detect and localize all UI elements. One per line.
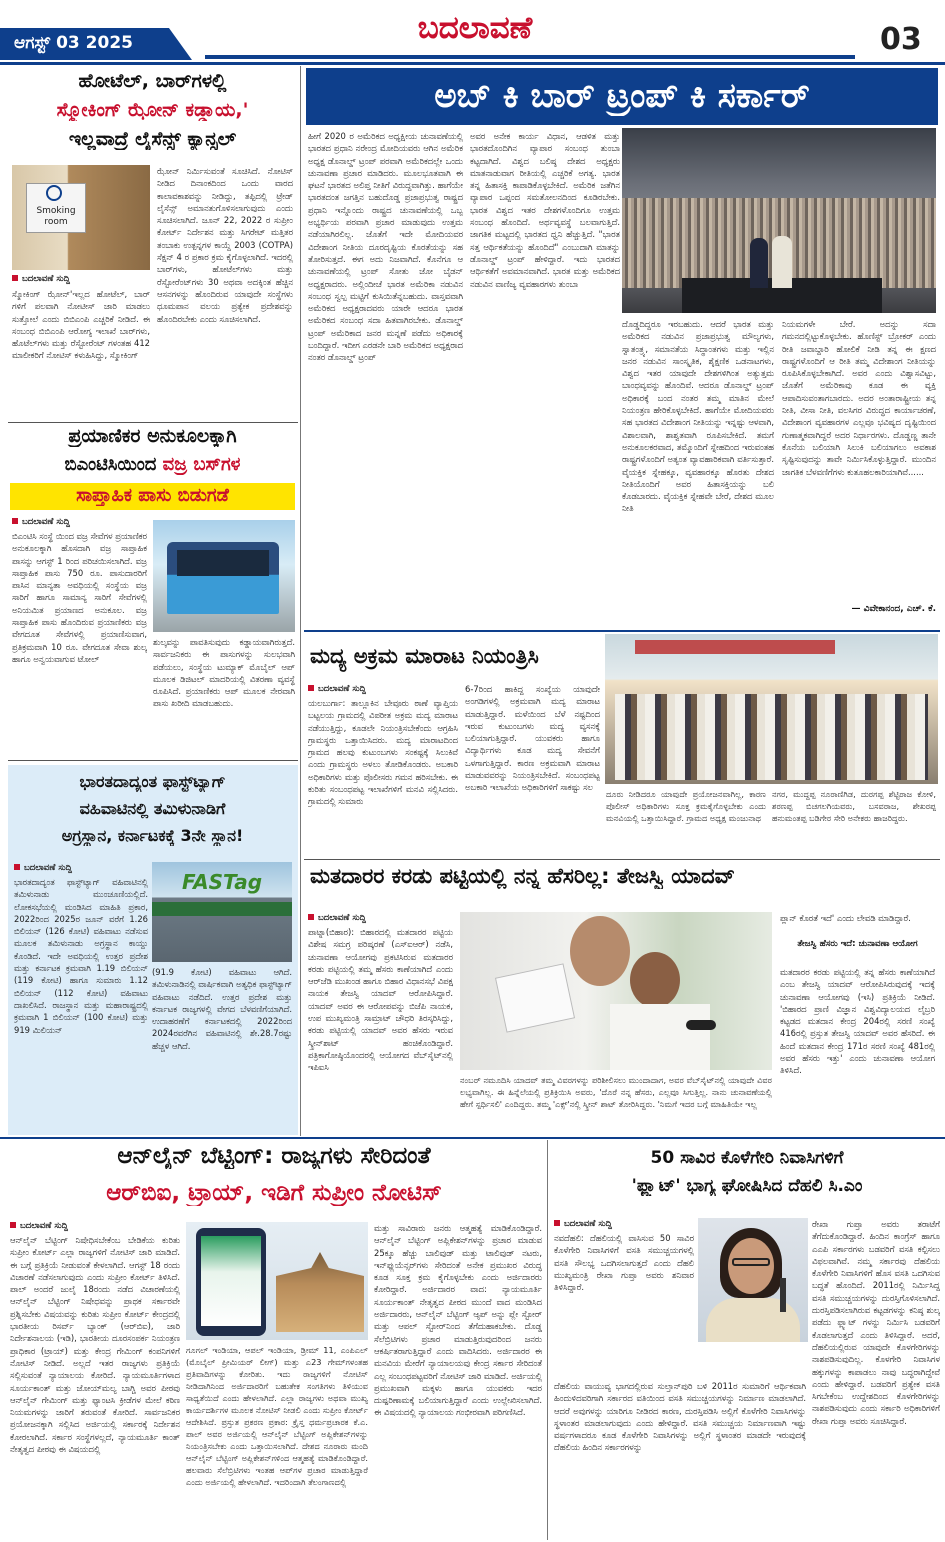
s5-bottom-rule [304, 859, 940, 860]
s7-col1: ಆನ್‌ಲೈನ್ ಬೆಟ್ಟಿಂಗ್ ನಿಷೇಧಿಸಬೇಕೆಂಬ ಬೇಡಿಕೆಯ ಕುರಿತು ಸುಪ್ರೀಂ ಕೋರ್ಟ್ ಎಲ್ಲಾ ರಾಜ್ಯಗಳಿಗೆ ನೋಟಿಸ್ ಜಾರಿ ಮಾಡಿದೆ. ಈ ಬಗ್ಗೆ ಪ್ರತಿಕ್ರಿಯೆ ನೀಡುವಂತೆ ಕೇಳಲಾಗಿದೆ. ಆಗಸ್ಟ್ 18 ರಂದು ವಿಚಾರಣೆ ನಡೆಸಲಾಗುವುದು ಎಂದು ಸುಪ್ರೀಂ ಕೋರ್ಟ್ ತಿಳಿಸಿದೆ. ಪಾಲ್ ಅಂದರೆ ಜುಲೈ 18ರಂದು ನಡೆದ ವಿಚಾರಣೆಯಲ್ಲಿ ಆನ್‌ಲೈನ್ ಬೆಟ್ಟಿಂಗ್ ನಿಷೇಧವನ್ನು ಪ್ರಾಥಕ ಸರ್ಕಾರವೇ ಪ್ರಶ್ನಿಸಬೇಕು ವಿಷಯವನ್ನು ಕುರಿತು ಸುಪ್ರೀಂ ಕೋರ್ಟ್ ಕೇಂದ್ರದಲ್ಲಿ ಭಾರತೀಯ ರಿಸರ್ವ್ ಬ್ಯಾಂಕ್ (ಆರ್‌ಬಿಐ), ಜಾರಿ ನಿರ್ದೇಶನಾಲಯ (ಇಡಿ), ಭಾರತೀಯ ದೂರಸಂಪರ್ಕ ನಿಯಂತ್ರಣ ಪ್ರಾಧಿಕಾರ (ಟ್ರಾಯ್) ಮತ್ತು ಕೇಂದ್ರ ಗೇಮಿಂಗ್ ಕಂಪನಿಗಳಿಗೆ ನೋಟಿಸ್ ನೀಡಿದೆ. ಅಲ್ಲದೆ ಇತರ ರಾಜ್ಯಗಳು ಪ್ರತಿಕ್ರಿಯೆ ಸಲ್ಲಿಸುವಂತೆ ನ್ಯಾಯಾಲಯ ಕೋರಿದೆ. ನ್ಯಾಯಮೂರ್ತಿಗಳಾದ ಸೂರ್ಯಕಾಂತ್ ಮತ್ತು ಜೋಯ್‌ಮಲ್ಯ ಬಾಗ್ಚಿ ಅವರ ಪೀಠವು ಆನ್‌ಲೈನ್ ಗೇಮಿಂಗ್ ಮತ್ತು ಫ್ಯಾಂಟಸಿ ಕ್ರೀಡೆಗಳ ಮೇಲೆ ಕಠಿಣ ನಿಯಮಗಳನ್ನು ಜಾರಿಗೆ ತರುವಂತೆ ಕೋರಿದೆ. ಸಾರ್ವಜನಿಕರ ಪ್ರಯೋಜನಕ್ಕಾಗಿ ಸಲ್ಲಿಸಿದ ಅರ್ಜಿಯಲ್ಲಿ ಸರ್ಕಾರಕ್ಕೆ ನಿರ್ದೇಶನ ಕೋರಲಾಗಿದೆ. ಸರ್ಕಾರ ಸಂಸ್ಥೆಗಳಲ್ಲದೆ, ನ್ಯಾಯಮೂರ್ತಿ ಕಾಂತ್ ನೇತೃತ್ವದ ಪೀಠವು ಈ ವಿಷಯದಲ್ಲಿ [10, 1235, 180, 1455]
s1-byline: ಬದಲಾವಣೆ ಸುದ್ದಿ [12, 273, 150, 285]
s4-author: — ವಿವೇಕಾನಂದ, ಎಚ್. ಕೆ. [851, 604, 936, 614]
s4-col2: ಅವರ ಅನೇಕ ಕಾರ್ಯ ವಿಧಾನ, ಆಡಳಿತ ಮತ್ತು ಭಾರತದೊಂದಿಗಿನ ವ್ಯಾಪಾರ ಸಂಬಂಧ ತುಂಬಾ ಕಟ್ಟದಾಗಿದೆ. ವಿಶ್ವದ ಬಲಿಷ್ಠ ದೇಶದ ಅಧ್ಯಕ್ಷರು ಮಾತನಾಡುವಾಗ ರೀತಿಯಲ್ಲಿ ಎಚ್ಚರಿಕೆ ಅಗತ್ಯ. ಭಾರತ ತನ್ನ ಹಿತಾಸಕ್ತಿ ಕಾಪಾಡಿಕೊಳ್ಳಬೇಕಿದೆ. ಅಮೆರಿಕ ಜತೆಗಿನ ವ್ಯಾಪಾರ ಒಪ್ಪಂದ ಸಮತೋಲನದಿಂದ ಕೂಡಿರಬೇಕು. ಭಾರತ ವಿಶ್ವದ ಇತರ ದೇಶಗಳೊಂದಿಗೂ ಉತ್ತಮ ಸಂಬಂಧ ಹೊಂದಿದೆ. ಅರ್ಥವ್ಯವಸ್ಥೆ ಬಲವಾಗುತ್ತಿದೆ. ಜಾಗತಿಕ ಮಟ್ಟದಲ್ಲಿ ಭಾರತದ ಧ್ವನಿ ಹೆಚ್ಚುತ್ತಿದೆ. "ಭಾರತ ಸತ್ತ ಆರ್ಥಿಕತೆಯನ್ನು ಹೊಂದಿದೆ" ಎಂಬುದಾಗಿ ಮಾತನ್ನು ಡೊನಾಲ್ಡ್ ಟ್ರಂಪ್ ಹೇಳಿದ್ದಾರೆ. ಇದು ಭಾರತದ ಆರ್ಥಿಕತೆಗೆ ಅವಮಾನವಾಗಿದೆ. ಭಾರತ ಮತ್ತು ಅಮೆರಿಕದ ನಡುವಿನ ವಾಣಿಜ್ಯ ವ್ಯವಹಾರಗಳು ತುಂಬಾ [470, 131, 620, 289]
s2-byline: ಬದಲಾವಣೆ ಸುದ್ದಿ [12, 516, 147, 528]
s8-headline-1: 50 ಸಾವಿರ ಕೊಳೆಗೇರಿ ನಿವಾಸಿಗಳಿಗೆ [650, 1148, 844, 1168]
bmtc-bus-photo [153, 520, 295, 632]
s5-col2: 6-7ರಿಂದ ಹಾಕಿದ್ದ ಸಂಖ್ಯೆಯ ಯಾವುದೇ ಅಂಗಡಿಗಳಲ್ಲಿ ಅಕ್ರಮವಾಗಿ ಮದ್ಯ ಮಾರಾಟ ಮಾಡುತ್ತಿದ್ದಾರೆ. ಮಳೆಯಿಂದ ಬೆಳೆ ನಷ್ಟದಿಂದ ಇರುವ ಕುಟುಂಬಗಳು ಮದ್ಯ ವ್ಯಸನಕ್ಕೆ ಬಲಿಯಾಗುತ್ತಿದ್ದಾರೆ. ಯುವಕರು ಹಾಗೂ ವಿದ್ಯಾರ್ಥಿಗಳು ಕೂಡ ಮದ್ಯ ಸೇವನೆಗೆ ಒಳಗಾಗುತ್ತಿದ್ದಾರೆ. ಕಾರಣ ಅಕ್ರಮವಾಗಿ ಮಾರಾಟ ಮಾಡುವವರನ್ನು ನಿಯಂತ್ರಿಸಬೇಕಿದೆ. ಸಂಬಂಧಪಟ್ಟ ಅಬಕಾರಿ ಇಲಾಖೆಯ ಅಧಿಕಾರಿಗಳಿಗೆ ಸಾಕಷ್ಟು ಸಲ [465, 684, 600, 793]
fastag-photo [152, 862, 292, 962]
no-smoking-icon [46, 185, 62, 201]
building-sign [635, 640, 835, 654]
smoking-room-photo [12, 165, 150, 270]
tejashwi-photo [460, 912, 772, 1070]
bottom-column-divider [547, 1140, 548, 1540]
rekha-gupta-photo [698, 1218, 808, 1342]
s7-col3: ಮತ್ತು ಸಾವಿರಾರು ಜನರು ಆತ್ಮಹತ್ಯೆ ಮಾಡಿಕೊಂಡಿದ್ದಾರೆ. ಆನ್‌ಲೈನ್ ಬೆಟ್ಟಿಂಗ್ ಅಪ್ಲಿಕೇಶನ್‌ಗಳನ್ನು ಪ್ರಚಾರ ಮಾಡುವ 25ಕ್ಕೂ ಹೆಚ್ಚು ಬಾಲಿವುಡ್ ಮತ್ತು ಟಾಲಿವುಡ್ ನಟರು, ಇನ್‌ಫ್ಲುಯೆನ್ಸರ್‌ಗಳು ಸೇರಿದಂತೆ ಅನೇಕ ಪ್ರಮುಖರ ವಿರುದ್ಧ ಕೂಡ ಸೂಕ್ತ ಕ್ರಮ ಕೈಗೊಳ್ಳಬೇಕು ಎಂದು ಅರ್ಜಿದಾರರು ಕೋರಿದ್ದಾರೆ. ಅರ್ಜಿದಾರರ ವಾದ: ನ್ಯಾಯಮೂರ್ತಿ ಸೂರ್ಯಕಾಂತ್ ನೇತೃತ್ವದ ಪೀಠದ ಮುಂದೆ ವಾದ ಮಂಡಿಸಿದ ಅರ್ಜಿದಾರರು, ಆನ್‌ಲೈನ್ ಬೆಟ್ಟಿಂಗ್ ಆ್ಯಪ್ ಅನ್ನು ಪ್ಲೇ ಸ್ಟೋರ್ ಮತ್ತು ಆಪಲ್ ಸ್ಟೋರ್‌ನಿಂದ ತೆಗೆದುಹಾಕಬೇಕು. ದೊಡ್ಡ ಸೆಲೆಬ್ರಿಟಿಗಳು ಪ್ರಚಾರ ಮಾಡುತ್ತಿರುವುದರಿಂದ ಜನರು ಆಕರ್ಷಿತರಾಗುತ್ತಿದ್ದಾರೆ ಎಂದು ವಾದಿಸಿದರು. ಅರ್ಜಿದಾರರ ಈ ಮನವಿಯ ಮೇರೆಗೆ ನ್ಯಾಯಾಲಯವು ಕೇಂದ್ರ ಸರ್ಕಾರ ಸೇರಿದಂತೆ ಎಲ್ಲ ಸಂಬಂಧಪಟ್ಟವರಿಗೆ ನೋಟಿಸ್ ಜಾರಿ ಮಾಡಿದೆ. ಅರ್ಜಿಯಲ್ಲಿ ಪ್ರಮುಖವಾಗಿ ಮಕ್ಕಳು ಹಾಗೂ ಯುವಕರು ಇದರ ದುಷ್ಪರಿಣಾಮಕ್ಕೆ ಬಲಿಯಾಗುತ್ತಿದ್ದಾರೆ ಎಂದು ಉಲ್ಲೇಖಿಸಲಾಗಿದೆ. ಈ ವಿಷಯದಲ್ಲಿ ನ್ಯಾಯಾಲಯ ಗಂಭೀರವಾಗಿ ಪರಿಗಣಿಸಿದೆ. [374, 1223, 542, 1418]
s6-col1: ಪಾಟ್ನಾ(ಬಿಹಾರ): ಬಿಹಾರದಲ್ಲಿ ಮತದಾರರ ಪಟ್ಟಿಯ ವಿಶೇಷ ಸಮಗ್ರ ಪರಿಷ್ಕರಣೆ (ಎಸ್‌ಐಆರ್) ನಡೆಸಿ, ಚುನಾವಣಾ ಆಯೋಗವು ಪ್ರಕಟಿಸಿರುವ ಮತದಾರರ ಕರಡು ಪಟ್ಟಿಯಲ್ಲಿ ತಮ್ಮ ಹೆಸರು ಕಾಣೆಯಾಗಿದೆ ಎಂದು ಆರ್‌ಜೆಡಿ ಮುಖಂಡ ಹಾಗೂ ಬಿಹಾರ ವಿಧಾನಸಭೆ ವಿಪಕ್ಷ ನಾಯಕ ತೇಜಸ್ವಿ ಯಾದವ್ ಆರೋಪಿಸಿದ್ದಾರೆ. ಯಾದವ್ ಅವರ ಈ ಆರೋಪವನ್ನು ಬಿಜೆಪಿ ನಾಯಕ, ಉಪ ಮುಖ್ಯಮಂತ್ರಿ ಸಾಮ್ರಾಟ್ ಚೌಧರಿ ತಿರಸ್ಕರಿಸಿದ್ದು, ಕರಡು ಪಟ್ಟಿಯಲ್ಲಿ ಯಾದವ್ ಅವರ ಹೆಸರು ಇರುವ ಸ್ಕ್ರೀನ್‌ಶಾಟ್ ಹಂಚಿಕೊಂಡಿದ್ದಾರೆ. ಪತ್ರಿಕಾಗೋಷ್ಠಿಯೊಂದರಲ್ಲಿ ಆಯೋಗದ ವೆಬ್‌ಸೈಟ್‌ನಲ್ಲಿ ಇಪಿಐಸಿ [308, 927, 453, 1073]
supreme-court-building [276, 1252, 364, 1332]
s3-body-left: ಭಾರತದಾದ್ಯಂತ ಫಾಸ್ಟ್‌ಟ್ಯಾಗ್ ವಹಿವಾಟಿನಲ್ಲಿ ತಮಿಳುನಾಡು ಮುಂಚೂಣಿಯಲ್ಲಿದೆ. ಲೋಕಸಭೆಯಲ್ಲಿ ಮಂಡಿಸಿದ ಮಾಹಿತಿ ಪ್ರಕಾರ, 2022ರಿಂದ 2025ರ ಜೂನ್ ವರೆಗೆ 1.26 ಬಿಲಿಯನ್ (126 ಕೋಟಿ) ವಹಿವಾಟು ನಡೆಸುವ ಮೂಲಕ ತಮಿಳುನಾಡು ಅಗ್ರಸ್ಥಾನ ಕಾಯ್ದು ಕೊಂಡಿದೆ. ಇದೇ ಅವಧಿಯಲ್ಲಿ ಉತ್ತರ ಪ್ರದೇಶ ಮತ್ತು ಕರ್ನಾಟಕ ಕ್ರಮವಾಗಿ 1.19 ಬಿಲಿಯನ್ (119 ಕೋಟಿ) ಹಾಗೂ ಸುಮಾರು 1.12 ಬಿಲಿಯನ್ (112 ಕೋಟಿ) ವಹಿವಾಟು ದಾಖಲಿಸಿದೆ. ರಾಜಸ್ಥಾನ ಮತ್ತು ಮಹಾರಾಷ್ಟ್ರದಲ್ಲಿ ಕ್ರಮವಾಗಿ 1 ಬಿಲಿಯನ್ (100 ಕೋಟಿ) ಮತ್ತು 919 ಮಿಲಿಯನ್ [14, 877, 148, 1035]
s1-bottom-rule [8, 422, 298, 423]
s3-headline-3: ಅಗ್ರಸ್ಥಾನ, ಕರ್ನಾಟಕಕ್ಕೆ 3ನೇ ಸ್ಥಾನ! [61, 826, 244, 845]
date-text: ಆಗಸ್ಟ್ 03 2025 [14, 33, 133, 53]
smoking-sign: Smoking room [26, 183, 86, 233]
trump-modi-rally-photo [622, 128, 936, 313]
s7-headline-1: ಆನ್‌ಲೈನ್ ಬೆಟ್ಟಿಂಗ್: ರಾಜ್ಯಗಳು ಸೇರಿದಂತೆ [117, 1143, 431, 1169]
s5-col1: ಯಲಬುರ್ಗಾ: ತಾಲ್ಲೂಕಿನ ಬೇವೂರು ಠಾಣೆ ವ್ಯಾಪ್ತಿಯ ಬಟ್ಟಲಯ ಗ್ರಾಮದಲ್ಲಿ ವಿಪರೀತ ಅಕ್ರಮ ಮದ್ಯ ಮಾರಾಟ ನಡೆಯುತ್ತಿದ್ದು, ಕೂಡಲೇ ನಿಯಂತ್ರಿಸಬೇಕೆಂದು ಆಗ್ರಹಿಸಿ ಗ್ರಾಮಸ್ಥರು ಒತ್ತಾಯಿಸಿದರು. ಮದ್ಯ ಮಾರಾಟದಿಂದ ಗ್ರಾಮದ ಹಲವು ಕುಟುಂಬಗಳು ಸಂಕಷ್ಟಕ್ಕೆ ಸಿಲುಕಿವೆ ಎಂದು ಗ್ರಾಮಸ್ಥರು ಅಳಲು ತೋಡಿಕೊಂಡರು. ಅಬಕಾರಿ ಅಧಿಕಾರಿಗಳು ಮತ್ತು ಪೊಲೀಸರು ಗಮನ ಹರಿಸಬೇಕು. ಈ ಕುರಿತು ಸಂಬಂಧಪಟ್ಟ ಇಲಾಖೆಗಳಿಗೆ ಮನವಿ ಸಲ್ಲಿಸಿದರು. ಗ್ರಾಮದಲ್ಲಿ ಸುಮಾರು [308, 698, 458, 807]
s4-bottom-rule [304, 630, 940, 632]
left-column-divider [300, 66, 301, 1136]
page-number: 03 [880, 22, 922, 57]
glasses [732, 1258, 770, 1266]
s3-byline: ಬದಲಾವಣೆ ಸುದ್ದಿ [14, 862, 144, 874]
speaker-head [630, 952, 680, 1008]
s2-headline-1: ಪ್ರಯಾಣಿಕರ ಅನುಕೂಲಕ್ಕಾಗಿ [68, 425, 237, 447]
s1-body-left: ಸ್ಮೋಕಿಂಗ್ ಝೋನ್'ಇಲ್ಲದ ಹೋಟೆಲ್, ಬಾರ್ ಗಳಿಗೆ ಪಲವಾಗಿ ನೋಟೀಸ್ ಜಾರಿ ಮಾಡಲು ಸುತ್ತೋಲೆ ಎಂದು ಬಿಬಿಎಂಪಿ ಎಚ್ಚರಿಕೆ ನೀಡಿದೆ. ಈ ಸಂಬಂಧ ಬಿಬಿಎಂಪಿ ಆರೋಗ್ಯ ಇಲಾಖೆ ಬಾರ್‌ಗಳು, ಹೊಟೆಲ್‌ಗಳು ಮತ್ತು ರೆಸ್ಟೋರೆಂಟ್ ಗಳಂತಹ 412 ಮಾಲೀಕರಿಗೆ ನೋಟಿಸ್ ಕಳುಹಿಸಿದ್ದು, ಸ್ಮೋಕಿಂಗ್ [12, 289, 150, 361]
s5-byline: ಬದಲಾವಣೆ ಸುದ್ದಿ [308, 683, 458, 695]
s6-right-top: ಪ್ಲಾನ್ ಕೊರತೆ ಇದೆ' ಎಂದು ಲೇವಡಿ ಮಾಡಿದ್ದಾರೆ. [780, 913, 911, 923]
s4-col1: ಹೀಗೆ 2020 ರ ಅಮೆರಿಕದ ಅಧ್ಯಕ್ಷೀಯ ಚುನಾವಣೆಯಲ್ಲಿ ಭಾರತದ ಪ್ರಧಾನಿ ನರೇಂದ್ರ ಮೋದಿಯವರು ಆಗಿನ ಅಮೆರಿಕ ಅಧ್ಯಕ್ಷ ಡೊನಾಲ್ಡ್ ಟ್ರಂಪ್ ಪರವಾಗಿ ಅಮೆರಿಕದಲ್ಲೇ ಒಂದು ಚುನಾವಣಾ ಪ್ರಚಾರ ಮಾಡಿದರು. ಮೂಲಭೂತವಾಗಿ ಈ ಘಟನೆ ಭಾರತದ ಅಲಿಪ್ತ ನೀತಿಗೆ ವಿರುದ್ದವಾಗಿತ್ತು. ಹಾಗೆಯೇ ಭಾರತದಂತ ಜಗತ್ತಿನ ಬಹುದೊಡ್ಡ ಪ್ರಜಾಪ್ರಭುತ್ವ ರಾಷ್ಟ್ರದ ಪ್ರಧಾನಿ ಇನ್ನೊಂದು ರಾಷ್ಟ್ರದ ಚುನಾವಣೆಯಲ್ಲಿ ಒಬ್ಬ ಅಭ್ಯರ್ಥಿಯ ಪರವಾಗಿ ಪ್ರಚಾರ ಮಾಡುವುದು ಉತ್ತಮ ನಡೆಯಾಗಿರಲಿಲ್ಲ. ಜೊತೆಗೆ ಇದೇ ಮೋದಿಯವರ ವಿದೇಶಾಂಗ ನೀತಿಯ ದೂರದೃಷ್ಟಿಯ ಕೊರತೆಯನ್ನು ಸಹ ತೋರಿಸುತ್ತದೆ. ಈಗ ಅದು ನಿಜವಾಗಿದೆ. ಕೊನೆಗೂ ಆ ಚುನಾವಣೆಯಲ್ಲಿ ಟ್ರಂಪ್ ಸೋತು ಜೋ ಬೈಡನ್ ಅಧ್ಯಕ್ಷರಾದರು. ಅಲ್ಲಿಂದೀಚೆ ಭಾರತ ಅಮೆರಿಕಾ ನಡುವಿನ ಸಂಬಂಧ ಸ್ವಲ್ಪ ಮಟ್ಟಿಗೆ ಕುಸಿಯಿತೆನ್ನಬಹುದು. ವಾಸ್ತವವಾಗಿ ಅಮೆರಿಕದ ಅಧ್ಯಕ್ಷರಾದವರು ಯಾರೇ ಆದರೂ ಭಾರತ ಅಮೆರಿಕದ ಸಂಬಂಧ ಸದಾ ಹಿತವಾಗಿರಬೇಕು. ಡೊನಾಲ್ಡ್ ಟ್ರಂಪ್ ಅಮೆರಿಕಾದ ಜನರ ಮನ್ನಣೆ ಪಡೆದು ಅಧಿಕಾರಕ್ಕೆ ಬಂದಿದ್ದಾರೆ. ಇದೀಗ ಎರಡನೇ ಬಾರಿ ಅಮೆರಿಕದ ಅಧ್ಯಕ್ಷರಾದ ನಂತರ ಡೊನಾಲ್ಡ್ ಟ್ರಂಪ್ [308, 131, 463, 363]
speaker-figure-1 [750, 238, 768, 288]
bus-windshield [177, 550, 269, 576]
s5-caption-1: ದೂರು ನೀಡಿದರೂ ಯಾವುದೇ ಪ್ರಯೋಜನವಾಗಿಲ್ಲ, ಕಾರಣ ಪೊಲೀಸ್ ಅಧಿಕಾರಿಗಳು ಸೂಕ್ತ ಕ್ರಮಕೈಗೊಳ್ಳಬೇಕು ಎಂದು ಮನವಿಯಲ್ಲಿ ಒತ್ತಾಯಿಸಿದ್ದಾರೆ. ಗ್ರಾಮದ ಅಧ್ಯಕ್ಷ ಮಂಜುನಾಥ [606, 789, 766, 823]
betting-app-photo [186, 1222, 368, 1340]
header-divider [0, 62, 945, 65]
microphone-icon [780, 1278, 786, 1312]
s7-headline-2: ಆರ್‌ಬಿಐ, ಟ್ರಾಯ್, ಇಡಿಗೆ ಸುಪ್ರೀಂ ನೋಟಿಸ್ [106, 1180, 442, 1206]
s4-author-name: ವಿವೇಕಾನಂದ, ಎಚ್. ಕೆ. [863, 604, 936, 614]
s6-right-body: ಮತದಾರರ ಕರಡು ಪಟ್ಟಿಯಲ್ಲಿ ತನ್ನ ಹೆಸರು ಕಾಣೆಯಾಗಿದೆ ಎಂಬ ತೇಜಸ್ವಿ ಯಾದವ್ ಆರೋಪಿಸಿರುವುದಕ್ಕೆ ಇದಕ್ಕೆ ಚುನಾವಣಾ ಆಯೋಗವು (ಇಸಿ) ಪ್ರತಿಕ್ರಿಯೆ ನೀಡಿದೆ. 'ಬಿಹಾರದ ಪ್ರಾಣಿ ವಿಜ್ಞಾನ ವಿಶ್ವವಿದ್ಯಾಲಯದ ಲೈಬ್ರರಿ ಕಟ್ಟಡದ ಮತದಾನ ಕೇಂದ್ರ 204ರಲ್ಲಿ ಸರಣಿ ಸಂಖ್ಯೆ 416ರಲ್ಲಿ ಪ್ರಸ್ತುತ ತೇಜಸ್ವಿ ಯಾದವ್ ಅವರ ಹೆಸರಿದೆ. ಈ ಹಿಂದೆ ಮತದಾನ ಕೇಂದ್ರ 171ರ ಸರಣಿ ಸಂಖ್ಯೆ 481ರಲ್ಲಿ ಅವರ ಹೆಸರು ಇತ್ತು' ಎಂದು ಚುನಾವಣಾ ಆಯೋಗ ತಿಳಿಸಿದೆ. [780, 967, 935, 1076]
s4-below-col1: ದೊಡ್ಡದಿದ್ದರೂ ಇರಬಹುದು. ಆದರೆ ಭಾರತ ಮತ್ತು ಅಮೆರಿಕದ ನಡುವಿನ ಪ್ರಜಾಪ್ರಭುತ್ವ ಮೌಲ್ಯಗಳು, ಸ್ವಾತಂತ್ರ್ಯ, ಸಮಾನತೆಯ ಸಿದ್ಧಾಂತಗಳು ಮತ್ತು ಇಲ್ಲಿನ ಜನರ ನಡುವಿನ ಸಾಂಸ್ಕೃತಿಕ, ಶೈಕ್ಷಣಿಕ ಒಡನಾಟಗಳು, ವಿಶ್ವದ ಇತರ ಯಾವುದೇ ದೇಶಗಳಿಗಿಂತ ಅತ್ಯುತ್ತಮ ಬಾಂಧವ್ಯವನ್ನು ಹೊಂದಿವೆ. ಆದರೂ ಡೊನಾಲ್ಡ್ ಟ್ರಂಪ್ ಅಧಿಕಾರಕ್ಕೆ ಬಂದ ನಂತರ ತಮ್ಮ ಮಾತಿನ ಮೇಲೆ ನಿಯಂತ್ರಣ ಹೇರಿಕೊಳ್ಳಬೇಕಿದೆ. ಹಾಗೆಯೇ ಮೋದಿಯವರು ಸಹ ಭಾರತದ ವಿದೇಶಾಂಗ ನೀತಿಯನ್ನು ಇನ್ನಷ್ಟು ಆಳವಾಗಿ, ವಿಶಾಲವಾಗಿ, ಶಾಶ್ವತವಾಗಿ ರೂಪಿಸಬೇಕಿದೆ. ತಮಗೆ ಅನುಕೂಲಕರವಾದ, ತಮ್ಮೊಂದಿಗೆ ಸ್ನೇಹದಿಂದ ಇರುವಂತಹ ರಾಷ್ಟ್ರಗಳೊಂದಿಗೆ ಅತ್ಯಂತ ವ್ಯಾವಹಾರಿಕವಾಗಿ ವರ್ತಿಸುತ್ತಾರೆ. ವೈಯಕ್ತಿಕ ಸ್ನೇಹಕ್ಕೂ, ವ್ಯವಹಾರಕ್ಕೂ ಹೊರತು ದೇಶದ ನೀತಿಯೊಂದಿಗೆ ಅವರ ಹಿತಾಸಕ್ತಿಯನ್ನು ಬಲಿ ಕೊಡಬಾರದು. ವೈಯಕ್ತಿಕ ಸ್ನೇಹವೇ ಬೇರೆ, ದೇಶದ ಮೂಲ ನೀತಿ [622, 319, 774, 514]
s4-below-col2: ನಿಯಮಗಳೇ ಬೇರೆ. ಅದನ್ನು ಸದಾ ಗಮನದಲ್ಲಿಟ್ಟುಕೊಳ್ಳಬೇಕು. ಹೊಣಿಸ್ಟ್ ಬ್ರೋಕರ್ ಎಂದು ರೀತಿ ಜವಾಬ್ದಾರಿ ಹೋಲಿಕೆ ನೀಡಿ ತನ್ನ ಈ ಕ್ಷಣದ ರಾಷ್ಟ್ರಗಳೊಂದಿಗೆ ಆ ರೀತಿ ತಮ್ಮ ವಿದೇಶಾಂಗ ನೀತಿಯನ್ನು ರೂಪಿಸಿಕೊಳ್ಳಬೇಕಾಗಿದೆ. ಅವರ ಎಂದು ವಿಶ್ವಾಸವಿಟ್ಟು, ಜೊತೆಗೆ ಅಮೆರಿಕಾವು ಕೂಡ ಈ ವ್ಯಕ್ತಿ ಆಪಾದಿಸುವಂತಾಗಬಾರದು. ಅದರ ಅಂತಾರಾಷ್ಟ್ರೀಯ ತನ್ನ ನೀತಿ, ವೀಸಾ ನೀತಿ, ವಲಸಿಗರ ವಿರುದ್ಧದ ಕಾರ್ಯಾಚರಣೆ, ವಿದೇಶಾಂಗ ವ್ಯವಹಾರಗಳ ಎಲ್ಲವೂ ಭವಿಷ್ಯದ ದೃಷ್ಟಿಯಿಂದ ಗುಣಾತ್ಮಕವಾಗಿದ್ದರೆ ಅದರ ನಿರ್ಧಾರಗಳು. ದೊಡ್ಡಣ್ಣ ತಾನೇ ಕೊನೆಯ ಬಲಿಯಾಗಿ ಸಿಲುಕಿ ಬಲಿಯಾಗಲು ಅವಕಾಶ ಸೃಷ್ಟಿಸುವುದನ್ನು ತಾವೇ ನಿರ್ಮಿಸಿಕೊಳ್ಳುತ್ತಿದ್ದಾರೆ. ಮುಂದಿನ ಜಾಗತಿಕ ಬೆಳವಣಿಗೆಗಳು ಕುತೂಹಲಕಾರಿಯಾಗಿವೆ...... [782, 319, 936, 477]
s8-col-right: ರೇಖಾ ಗುಪ್ತಾ ಅವರು ತರಾಟೆಗೆ ತೆಗೆದುಕೊಂಡಿದ್ದಾರೆ. ಹಿಂದಿನ ಕಾಂಗ್ರೆಸ್ ಹಾಗೂ ಎಎಪಿ ಸರ್ಕಾರಗಳು ಬಡವರಿಗೆ ವಸತಿ ಕಲ್ಪಿಸಲು ವಿಫಲವಾಗಿವೆ. ನಮ್ಮ ಸರ್ಕಾರವು ದೆಹಲಿಯ ಕೊಳೆಗೇರಿ ನಿವಾಸಿಗಳಿಗೆ ಹೊಸ ವಸತಿ ಒದಗಿಸುವ ಬದ್ಧತೆ ಹೊಂದಿದೆ. 2011ರಲ್ಲಿ ನಿರ್ಮಿಸಿದ್ದ ವಸತಿ ಸಮುಚ್ಚಯಗಳನ್ನು ದುರಸ್ತಿಗೊಳಿಸಲಾಗಿದೆ. ದುರಸ್ತಿಪಡಿಸಲಾಗಿರುವ ಕಟ್ಟಡಗಳನ್ನು ಕನಿಷ್ಠ ಶುಲ್ಕ ಪಡೆದು ಫ್ಲ್ಯಾಟ್ ಗಳನ್ನು ನಿರ್ಮಿಸಿ ಬಡವರಿಗೆ ಕೊಡಲಾಗುತ್ತದೆ ಎಂದು ತಿಳಿಸಿದ್ದಾರೆ. ಅದರೆ, ದೆಹಲಿಯಲ್ಲಿರುವ ಯಾವುದೇ ಕೊಳಗೇರಿಗಳನ್ನು ನಾಶಪಡಿಸುವುದಿಲ್ಲ. ಕೊಳಗೇರಿ ನಿವಾಸಿಗಳ ಹಕ್ಕುಗಳನ್ನು ಕಾಪಾಡಲು ನಾವು ಬದ್ಧರಾಗಿದ್ದೇವೆ ಎಂದು ಹೇಳಿದ್ದಾರೆ. ಬಡವರಿಗೆ ಪ್ರತ್ಯೇಕ ವಸತಿ ಸಿಗಬೇಕೆಂಬ ಉದ್ದೇಶದಿಂದ ಕೊಳಗೇರಿಗಳನ್ನು ನಾಶಪಡಿಸುವುದು ಎಂದು ಸರ್ಕಾರಿ ಅಧಿಕಾರಿಗಳಿಗೆ ರೇಖಾ ಗುಪ್ತಾ ಅವರು ಸೂಚಿಸಿದ್ದಾರೆ. [812, 1219, 940, 1426]
s3-headline-1: ಭಾರತದಾದ್ಯಂತ ಫಾಸ್ಟ್‌ಟ್ಯಾಗ್ [79, 772, 226, 791]
brand-rule [205, 55, 855, 59]
s2-headline-3: ಸಾಪ್ತಾಹಿಕ ಪಾಸು ಬಿಡುಗಡೆ [76, 485, 229, 506]
s8-headline-2: 'ಫ್ಲ್ಯಾಟ್' ಭಾಗ್ಯ ಘೋಷಿಸಿದ ದೆಹಲಿ ಸಿ.ಎಂ [631, 1176, 863, 1196]
brand-logo: ಬದಲಾವಣೆ [417, 10, 533, 46]
s2-headline-2a: ಬಿಎಂಟಿಸಿಯಿಂದ [64, 454, 163, 475]
s3-headline-2: ವಹಿವಾಟಿನಲ್ಲಿ ತಮಿಳುನಾಡಿಗೆ [79, 799, 226, 818]
s5-headline: ಮದ್ಯ ಅಕ್ರಮ ಮಾರಾಟ ನಿಯಂತ್ರಿಸಿ [310, 644, 539, 668]
s6-byline: ಬದಲಾವಣೆ ಸುದ್ದಿ [308, 912, 453, 924]
s6-subheading: ತೇಜಸ್ವಿ ಹೆಸರು ಇದೆ: ಚುನಾವಣಾ ಆಯೋಗ [797, 939, 918, 949]
s8-col-full: ದೆಹಲಿಯ ವಾಯುವ್ಯ ಭಾಗದಲ್ಲಿರುವ ಸುಲ್ತಾನ್‌ಪುರಿ ಬಳಿ 2011ರ ಸುಮಾರಿಗೆ ಆರ್ಥಿಕವಾಗಿ ಹಿಂದುಳಿದವರಿಗಾಗಿ ಸರ್ಕಾರದ ವತಿಯಿಂದ ವಸತಿ ಸಮುಚ್ಚಯಗಳನ್ನು ನಿರ್ಮಾಣ ಮಾಡಲಾಗಿದೆ. ಆದರೆ ಅವುಗಳನ್ನು ಯಾರಿಗೂ ನೀಡಿರದ ಕಾರಣ, ದುರಸ್ತಿಪಡಿಸಿ ಅಲ್ಲಿಗೆ ಕೊಳೆಗೇರಿ ನಿವಾಸಿಗಳನ್ನು ಸ್ಥಳಾಂತರ ಮಾಡಲಾಗುವುದು ಎಂದು ಹೇಳಿದ್ದಾರೆ. ವಸತಿ ಸಮುಚ್ಚಯ ನಿರ್ಮಾಣವಾಗಿ ಇಷ್ಟು ವರ್ಷಗಳಾದರೂ ಕೂಡ ಕೊಳೆಗೇರಿ ನಿವಾಸಿಗಳನ್ನು ಅಲ್ಲಿಗೆ ಸ್ಥಳಾಂತರ ಮಾಡದೇ ಇರುವುದಕ್ಕೆ ದೆಹಲಿಯ ಹಿಂದಿನ ಸರ್ಕಾರಗಳನ್ನು [554, 1381, 806, 1453]
microphone-icon [686, 1020, 716, 1030]
crowd-row [615, 694, 928, 780]
party-poster-face [570, 916, 630, 986]
s2-body-bottom: ಶುಲ್ಕವನ್ನು ಪಾವತಿಸುವುದು ಕಡ್ಡಾಯವಾಗಿರುತ್ತದೆ. ಸಾರ್ವಜನಿಕರು ಈ ಪಾಸುಗಳನ್ನು ಸುಲಭವಾಗಿ ಪಡೆಯಲು, ಸಂಸ್ಥೆಯ ಟುಮ್ಯಾಕ್ ಮೊಬೈಲ್ ಆಪ್ ಮೂಲಕ ಡಿಜಿಟಲ್ ಮಾದರಿಯಲ್ಲಿ ವಿತರಣಾ ವ್ಯವಸ್ಥೆ ರೂಪಿಸಿದೆ. ಪ್ರಯಾಣಿಕರು ಆಪ್ ಮೂಲಕ ನೇರವಾಗಿ ಪಾಸು ಖರೀದಿ ಮಾಡಬಹುದು. [153, 637, 295, 709]
s2-body-top: ಬಿಎಂಟಿಸಿ ಸಂಸ್ಥೆ ಯಿಂದ ವಜ್ರ ಸೇವೆಗಳ ಪ್ರಯಾಣಿಕರ ಅನುಕೂಲಕ್ಕಾಗಿ ಹೊಸದಾಗಿ ವಜ್ರ ಸಾಪ್ತಾಹಿಕ ಪಾಸನ್ನು ಆಗಸ್ಟ್ 1 ರಿಂದ ಪರಿಚಯಿಸಲಾಗಿದೆ. ವಜ್ರ ಸಾಪ್ತಾಹಿಕ ಪಾಸು 750 ರೂ. ಪಾಸುದಾರರಿಗೆ ಪಾಸಿನ ಮಾನ್ಯತಾ ಅವಧಿಯಲ್ಲಿ ಸಂಸ್ಥೆಯ ವಜ್ರ ಸಾರಿಗೆ ಹಾಗೂ ಸಾಮಾನ್ಯ ಸಾರಿಗೆ ಸೇವೆಗಳಲ್ಲಿ ಅನಿಯಮಿತ ಪ್ರಯಾಣದ ಅನುಕೂಲ. ವಜ್ರ ಸಾಪ್ತಾಹಿಕ ಪಾಸು ಹೊಂದಿರುವ ಪ್ರಯಾಣಿಕರು ವಜ್ರ ವೇಗದೂತ ಸೇವೆಗಳಲ್ಲಿ ಪ್ರಯಾಣಿಸುವಾಗ, ಪ್ರತಿಕ್ರಮವಾಗಿ 10 ರೂ. ವೇಗದೂತ ಸೇವಾ ಶುಲ್ಕ ಹಾಗೂ ಅನ್ವಯವಾಗುವ ಟೋಲ್ [12, 531, 147, 664]
s6-caption: ನಂಬರ್ ನಮೂದಿಸಿ ಯಾದವ್ ತಮ್ಮ ವಿವರಗಳನ್ನು ಪರಿಶೀಲಿಸಲು ಮುಂದಾದಾಗ, ಅವರ ವೆಬ್‌ಸೈಟ್‌ನಲ್ಲಿ ಯಾವುದೇ ವಿವರ ಲಭ್ಯವಾಗಿಲ್ಲ. ಈ ಹಿನ್ನೆಲೆಯಲ್ಲಿ ಪ್ರತಿಕ್ರಿಯಿಸಿ ಅವರು, 'ದೊರೆ ನನ್ನ ಹೆಸರು, ಎಲ್ಲವೂ ಸಿಗುತ್ತಿಲ್ಲ. ನಾನು ಚುನಾವಣೆಯಲ್ಲಿ ಹೇಗೆ ಸ್ಪರ್ಧಿಸಲಿ' ಎಂದಿದ್ದರು. ತಮ್ಮ 'ಎಕ್ಸ್‌'ನಲ್ಲಿ ಸ್ಕ್ರೀನ್ ಶಾಟ್ ತೋರಿಸಿದ್ದರು. 'ನಿಮಗೆ ಇದರ ಬಗ್ಗೆ ಮಾಹಿತಿಯೇ ಇಲ್ಲ [460, 1075, 772, 1109]
phone-screen [201, 1236, 261, 1326]
person-face [728, 1238, 774, 1294]
s7-byline: ಬದಲಾವಣೆ ಸುದ್ದಿ [10, 1220, 180, 1232]
villagers-protest-photo [605, 634, 938, 784]
speaker-figure-2 [772, 236, 792, 288]
s8-col-left: ನವದೆಹಲಿ: ದೆಹಲಿಯಲ್ಲಿ ವಾಸಿಸುವ 50 ಸಾವಿರ ಕೊಳೆಗೇರಿ ನಿವಾಸಿಗಳಿಗೆ ವಸತಿ ಸಮುಚ್ಚಯಗಳಲ್ಲಿ ವಸತಿ ಸೌಲಭ್ಯ ಒದಗಿಸಲಾಗುತ್ತದೆ ಎಂದು ದೆಹಲಿ ಮುಖ್ಯಮಂತ್ರಿ ರೇಖಾ ಗುಪ್ತಾ ಅವರು ಶನಿವಾರ ತಿಳಿಸಿದ್ದಾರೆ. [554, 1233, 694, 1293]
s1-headline-3: ಇಲ್ಲವಾದ್ರೆ ಲೈಸೆನ್ಸ್ ಕ್ಯಾನ್ಸಲ್ [68, 128, 237, 150]
s3-body-right: (91.9 ಕೋಟಿ) ವಹಿವಾಟು ಆಗಿದೆ. ತಮಿಳುನಾಡಿನಲ್ಲಿ ವಾರ್ಷಿಕವಾಗಿ ಅತ್ಯಧಿಕ ಫಾಸ್ಟ್‌ಟ್ಯಾಗ್ ವಹಿವಾಟು ನಡೆದಿದೆ. ಉತ್ತರ ಪ್ರದೇಶ ಮತ್ತು ಕರ್ನಾಟಕ ರಾಜ್ಯಗಳಲ್ಲಿ ವೇಗದ ಬೆಳವಣಿಗೆಯಾಗಿದೆ. ಉದಾಹರಣೆಗೆ ಕರ್ನಾಟಕದಲ್ಲಿ 2022ರಿಂದ 2024ರವರೆಗಿನ ವಹಿವಾಟಿನಲ್ಲಿ ಶೇ.28.7ರಷ್ಟು ಹೆಚ್ಚಳ ಆಗಿದೆ. [152, 967, 292, 1051]
s2-headline-2b: ವಜ್ರ ಬಸ್‌ಗಳ [162, 454, 241, 475]
s2-bottom-rule [8, 760, 298, 761]
fastag-logo: FASTag [182, 870, 263, 894]
toll-canopy [152, 902, 292, 916]
s4-headline: ಅಬ್ ಕಿ ಬಾರ್ ಟ್ರಂಪ್ ಕಿ ಸರ್ಕಾರ್ [434, 76, 810, 116]
s1-headline-2: ಸ್ಮೋಕಿಂಗ್ ಝೋನ್ ಕಡ್ಡಾಯ,' [56, 99, 249, 121]
s6-headline: ಮತದಾರರ ಕರಡು ಪಟ್ಟಿಯಲ್ಲಿ ನನ್ನ ಹೆಸರಿಲ್ಲ: ತೇಜಸ್ವಿ ಯಾದವ್ [310, 864, 735, 888]
s7-caption: ಗೂಗಲ್ ಇಂಡಿಯಾ, ಆಪಲ್ ಇಂಡಿಯಾ, ಡ್ರೀಮ್ 11, ಎಂಪಿಎಲ್ (ಮೊಬೈಲ್ ಪ್ರೀಮಿಯರ್ ಲೀಗ್) ಮತ್ತು ಎ23 ಗೇಮ್‌ಗಳಂತಹ ಪ್ರತಿವಾದಿಗಳನ್ನು ಕೋರಿತು. ಇದು ರಾಜ್ಯಗಳಿಗೆ ನೋಟಿಸ್ ನೀಡಿದಾಗಿನಿಂದ ಅರ್ಜಿದಾರರಿಗೆ ಬಹುತೇಕ ಸಂಗತಿಗಳು ತಿಳಿಯುವ ಸಾಧ್ಯತೆಯಿದೆ ಎಂದು ಹೇಳಲಾಗಿದೆ. ಎಲ್ಲಾ ರಾಜ್ಯಗಳು ಅಥವಾ ಮುಖ್ಯ ಕಾರ್ಯದರ್ಶಿಗಳ ಮೂಲಕ ನೋಟಿಸ್ ನೀಡಲಿ ಎಂದು ಸುಪ್ರೀಂ ಕೋರ್ಟ್ ಆದೇಶಿಸಿದೆ. ಪ್ರಸ್ತುತ ಪ್ರಕರಣ ಪ್ರಕಾರ: ಕ್ರೈಸ್ತ ಧರ್ಮಪ್ರಚಾರಕ ಕೆ.ಎ. ಪಾಲ್ ಅವರ ಅರ್ಜಿಯಲ್ಲಿ ಆನ್‌ಲೈನ್ ಬೆಟ್ಟಿಂಗ್ ಅಪ್ಲಿಕೇಶನ್‌ಗಳನ್ನು ನಿಯಂತ್ರಿಸಬೇಕು ಎಂದು ಒತ್ತಾಯಿಸಲಾಗಿದೆ. ದೇಶದ ನೂರಾರು ಮಂದಿ ಆನ್‌ಲೈನ್ ಬೆಟ್ಟಿಂಗ್ ಅಪ್ಲಿಕೇಶನ್‌ಗಳಿಂದ ಆತ್ಮಹತ್ಯೆ ಮಾಡಿಕೊಂಡಿದ್ದಾರೆ. ಹಲವಾರು ಸೆಲೆಬ್ರಿಟಿಗಳು ಇಂತಹ ಆಪ್‌ಗಳ ಪ್ರಚಾರ ಮಾಡುತ್ತಿದ್ದಾರೆ ಎಂದು ಅರ್ಜಿಯಲ್ಲಿ ಹೇಳಲಾಗಿದೆ. ಇದರಿಂದಾಗಿ ತೆಲಂಗಾಣದಲ್ಲಿ [186, 1345, 368, 1487]
mid-page-rule [0, 1137, 945, 1139]
s1-body-right: ಝೋನ್ ನಿರ್ಮಿಸುವಂತೆ ಸೂಚಿಸಿದೆ. ನೋಟಿಸ್ ನೀಡಿದ ದಿನಾಂಕದಿಂದ ಒಂದು ವಾರದ ಕಾಲಾವಕಾಶವನ್ನು ನೀಡಿದ್ದು, ತಪ್ಪಿದಲ್ಲಿ ಟ್ರೇಡ್ ಲೈಸೆನ್ಸ್ ಅಮಾನತುಗೊಳಿಸಲಾಗುವುದು ಎಂದು ಸೂಚಿಸಲಾಗಿದೆ. ಜೂನ್ 22, 2022 ರ ಸುಪ್ರೀಂ ಕೋರ್ಟ್ ನಿರ್ದೇಶನ ಮತ್ತು ಸಿಗರೇಟ್ ಮತ್ತಿತರ ತಂಬಾಕು ಉತ್ಪನ್ನಗಳ ಕಾಯ್ದೆ 2003 (COTPA) ಸೆಕ್ಷನ್ 4 ರ ಪ್ರಕಾರ ಕ್ರಮ ಕೈಗೊಳ್ಳಲಾಗಿದೆ. ಇದರಲ್ಲಿ ಬಾರ್‌ಗಳು, ಹೋಟೆಲ್‌ಗಳು ಮತ್ತು ರೆಸ್ಟೋರೆಂಟ್‌ಗಳು 30 ಅಥವಾ ಅದಕ್ಕಿಂತ ಹೆಚ್ಚಿನ ಆಸನಗಳನ್ನು ಹೊಂದಿರುವ ಯಾವುದೇ ಸಂಸ್ಥೆಗಳು ಧೂಮಪಾನ ವಲಯ ಪ್ರತ್ಯೇಕ ಪ್ರದೇಶವನ್ನು ಹೊಂದಿರಬೇಕು ಎಂದು ಸೂಚಿಸಲಾಗಿದೆ. [157, 166, 293, 324]
s1-headline-1: ಹೋಟೆಲ್, ಬಾರ್‌ಗಳಲ್ಲಿ [78, 70, 227, 92]
speaker-shirt [610, 1004, 710, 1070]
paper-document [495, 963, 575, 1032]
s5-caption-2: ನಗರ, ಮುದ್ದಪ್ಪ ನೂರಾಣಿಗಿಡ, ದುರಗಪ್ಪ ಶೆಟ್ಟಿರಾಜ ಕೋಳಿ, ಶರಣಪ್ಪ ಬಿಚಗಲಗಿಯವರು, ಬಸವರಾಜ, ಶೇಖರಪ್ಪ ಹನುಮಂತಪ್ಪ ಬಡಿಗೇರ ಸೇರಿ ಅನೇಕರು ಹಾಜರಿದ್ದರು. [772, 789, 936, 823]
s8-byline: ಬದಲಾವಣೆ ಸುದ್ದಿ [554, 1218, 694, 1230]
s2-headline-2 [10, 454, 295, 475]
